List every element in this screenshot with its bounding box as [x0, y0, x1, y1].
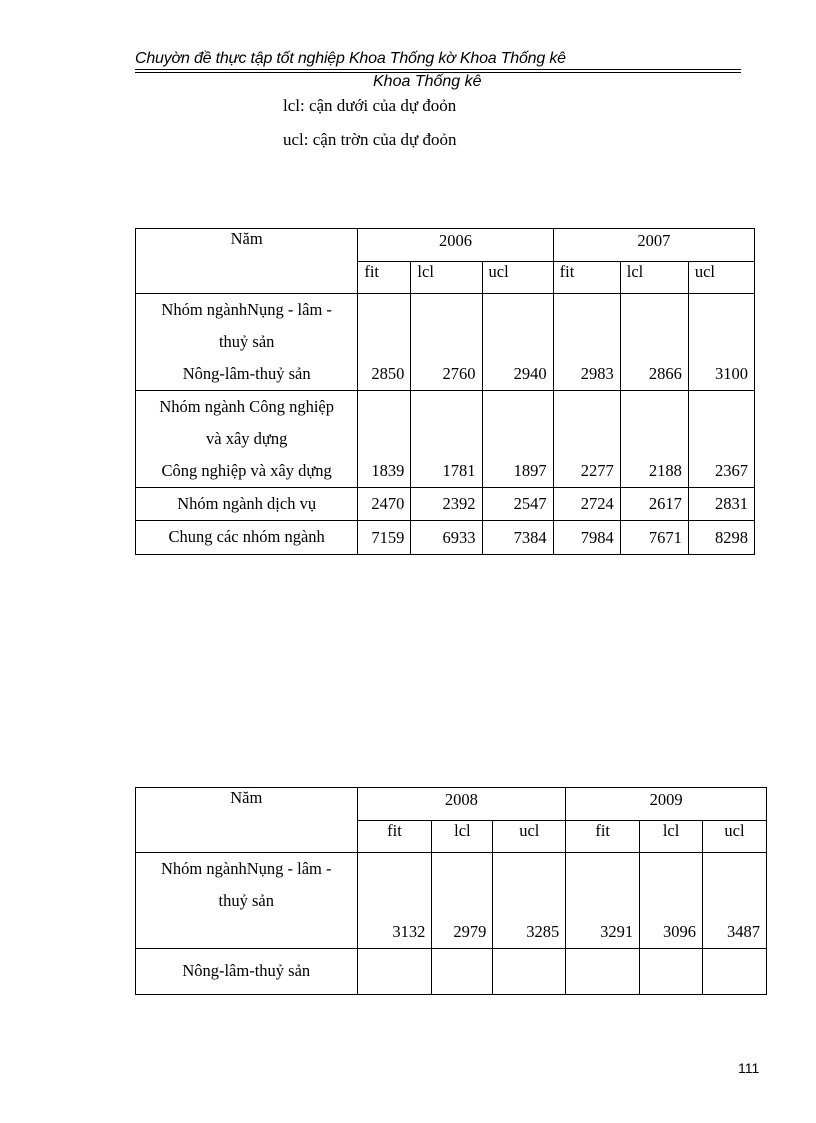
year-header-2008: 2008 — [357, 788, 566, 821]
year-header-label: Năm — [136, 788, 358, 853]
value-cell: 7984 — [553, 521, 620, 555]
sub-header-ucl: ucl — [493, 821, 566, 853]
table-row — [136, 853, 767, 949]
value-cell: 3132 — [357, 853, 432, 949]
value-cell — [493, 949, 566, 995]
value-cell: 3291 — [566, 853, 640, 949]
value-cell: 2850 — [358, 294, 411, 391]
table-row — [136, 488, 755, 521]
row-label-line: Nhóm ngành Công nghiệp — [159, 397, 334, 416]
year-header-2007: 2007 — [553, 229, 754, 262]
forecast-table-2006-2007 — [135, 228, 755, 555]
value-cell: 2617 — [620, 488, 688, 521]
row-label — [136, 521, 358, 555]
row-label-line: Nông-lâm-thuỷ sản — [182, 961, 311, 980]
value-cell: 2760 — [411, 294, 482, 391]
row-label-line: thuỷ sản — [218, 332, 275, 351]
sub-header-lcl: lcl — [620, 262, 688, 294]
value-cell: 2470 — [358, 488, 411, 521]
sub-header-ucl: ucl — [688, 262, 754, 294]
value-cell: 7671 — [620, 521, 688, 555]
year-header-2009: 2009 — [566, 788, 767, 821]
row-label-line: thuỷ sản — [218, 891, 274, 910]
year-header-2006: 2006 — [358, 229, 553, 262]
value-cell: 2547 — [482, 488, 553, 521]
value-cell — [432, 949, 493, 995]
row-label-line: Nông-lâm-thuỷ sản — [182, 364, 311, 383]
value-cell: 7384 — [482, 521, 553, 555]
forecast-table-2008-2009 — [135, 787, 767, 995]
value-cell: 3096 — [640, 853, 703, 949]
row-label — [136, 949, 358, 995]
value-cell — [566, 949, 640, 995]
value-cell: 2188 — [620, 391, 688, 488]
value-cell: 2367 — [688, 391, 754, 488]
row-label — [136, 391, 358, 488]
sub-header-fit: fit — [358, 262, 411, 294]
year-header-label: Năm — [136, 229, 358, 294]
row-label-line: Nhóm ngànhNụng - lâm - — [161, 300, 332, 319]
value-cell: 7159 — [358, 521, 411, 555]
value-cell: 3285 — [493, 853, 566, 949]
row-label-line: và xây dựng — [206, 429, 288, 448]
sub-header-fit: fit — [566, 821, 640, 853]
row-label-line: Nhóm ngànhNụng - lâm - — [161, 859, 332, 878]
value-cell: 2724 — [553, 488, 620, 521]
table-row — [136, 521, 755, 555]
note-lcl: lcl: cận dưới của dự đoỏn — [283, 96, 457, 115]
sub-header-lcl: lcl — [432, 821, 493, 853]
row-label — [136, 853, 358, 949]
sub-header-ucl: ucl — [482, 262, 553, 294]
row-label-line: Chung các nhóm ngành — [168, 527, 325, 546]
value-cell — [357, 949, 432, 995]
sub-header-lcl: lcl — [640, 821, 703, 853]
row-label-line: Nhóm ngành dịch vụ — [177, 494, 317, 513]
header-subtitle: Khoa Thống kê — [373, 73, 482, 90]
sub-header-fit: fit — [553, 262, 620, 294]
value-cell — [640, 949, 703, 995]
row-label — [136, 294, 358, 391]
value-cell: 2831 — [688, 488, 754, 521]
page-number: 111 — [738, 1060, 760, 1076]
row-label-line: Công nghiệp và xây dựng — [161, 461, 332, 480]
value-cell: 2392 — [411, 488, 482, 521]
sub-header-lcl: lcl — [411, 262, 482, 294]
value-cell: 2940 — [482, 294, 553, 391]
sub-header-ucl: ucl — [703, 821, 767, 853]
header-title: Chuyờn đề thực tập tốt nghiệp Khoa Thống kờ Khoa Thống kê — [135, 50, 566, 67]
value-cell: 1897 — [482, 391, 553, 488]
value-cell: 1839 — [358, 391, 411, 488]
value-cell: 2979 — [432, 853, 493, 949]
page-header — [135, 50, 741, 90]
value-cell: 3100 — [688, 294, 754, 391]
table-row — [136, 391, 755, 488]
note-ucl: ucl: cận trờn của dự đoỏn — [283, 130, 457, 149]
value-cell: 6933 — [411, 521, 482, 555]
table-row — [136, 949, 767, 995]
value-cell: 8298 — [688, 521, 754, 555]
table-row — [136, 294, 755, 391]
value-cell — [703, 949, 767, 995]
sub-header-fit: fit — [357, 821, 432, 853]
value-cell: 2866 — [620, 294, 688, 391]
value-cell: 2983 — [553, 294, 620, 391]
value-cell: 1781 — [411, 391, 482, 488]
value-cell: 3487 — [703, 853, 767, 949]
value-cell: 2277 — [553, 391, 620, 488]
row-label — [136, 488, 358, 521]
